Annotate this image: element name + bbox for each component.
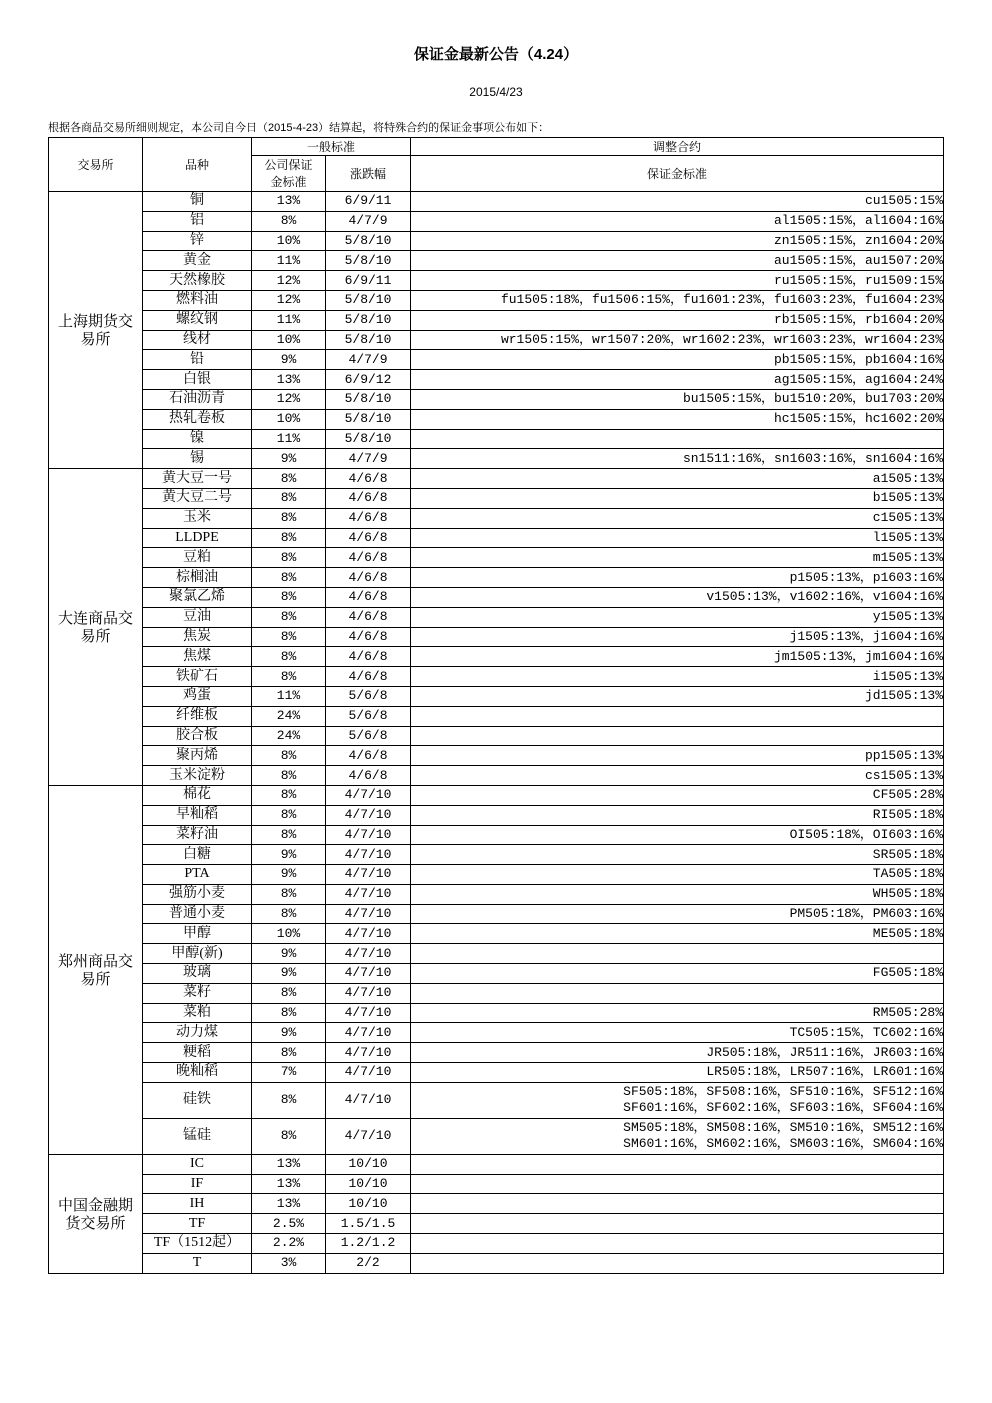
price-limit-cell: 4/7/10 xyxy=(326,1043,411,1063)
product-cell: 豆油 xyxy=(143,607,252,627)
adjusted-margin-cell: v1505:13%，v1602:16%，v1604:16% xyxy=(411,587,944,607)
table-row xyxy=(49,587,944,607)
margin-table xyxy=(48,137,944,1274)
product-cell: 白银 xyxy=(143,370,252,390)
product-cell: 聚丙烯 xyxy=(143,746,252,766)
product-cell: 焦煤 xyxy=(143,647,252,667)
header-exchange: 交易所 xyxy=(49,138,143,192)
table-row xyxy=(49,766,944,786)
table-row xyxy=(49,528,944,548)
table-row xyxy=(49,568,944,588)
product-cell: 黄大豆一号 xyxy=(143,469,252,489)
price-limit-cell: 4/7/10 xyxy=(326,964,411,984)
table-row xyxy=(49,469,944,489)
table-row xyxy=(49,1174,944,1194)
table-row xyxy=(49,944,944,964)
adjusted-margin-cell: TA505:18% xyxy=(411,865,944,885)
company-margin-cell: 8% xyxy=(252,667,326,687)
exchange-name-cell xyxy=(49,192,143,469)
company-margin-cell: 8% xyxy=(252,508,326,528)
adjusted-margin-cell: pb1505:15%，pb1604:16% xyxy=(411,350,944,370)
table-row xyxy=(49,865,944,885)
company-margin-cell: 11% xyxy=(252,686,326,706)
adjusted-margin-cell xyxy=(411,1174,944,1194)
company-margin-cell: 8% xyxy=(252,568,326,588)
table-row xyxy=(49,271,944,291)
table-row xyxy=(49,964,944,984)
adjusted-margin-cell: FG505:18% xyxy=(411,964,944,984)
table-row xyxy=(49,904,944,924)
price-limit-cell: 4/7/10 xyxy=(326,845,411,865)
company-margin-cell: 9% xyxy=(252,350,326,370)
price-limit-cell: 4/6/8 xyxy=(326,469,411,489)
adjusted-margin-cell: WH505:18% xyxy=(411,884,944,904)
company-margin-cell: 7% xyxy=(252,1063,326,1083)
price-limit-cell: 2/2 xyxy=(326,1253,411,1273)
header-margin-standard: 保证金标准 xyxy=(411,156,944,192)
price-limit-cell: 4/6/8 xyxy=(326,627,411,647)
price-limit-cell: 4/7/10 xyxy=(326,884,411,904)
header-adjusted-contracts: 调整合约 xyxy=(411,138,944,156)
announcement-date: 2015/4/23 xyxy=(469,85,523,99)
product-cell: 鸡蛋 xyxy=(143,686,252,706)
adjusted-margin-cell: pp1505:13% xyxy=(411,746,944,766)
adjusted-margin-cell: fu1505:18%，fu1506:15%，fu1601:23%，fu1603:23%，fu1604:23% xyxy=(411,290,944,310)
product-cell: 铅 xyxy=(143,350,252,370)
product-cell: IC xyxy=(143,1154,252,1174)
company-margin-cell: 11% xyxy=(252,429,326,449)
product-cell: 硅铁 xyxy=(143,1082,252,1118)
exchange-name: 上海期货交易所 xyxy=(57,312,133,349)
product-cell: 黄金 xyxy=(143,251,252,271)
product-cell: LLDPE xyxy=(143,528,252,548)
product-cell: 普通小麦 xyxy=(143,904,252,924)
company-margin-cell: 24% xyxy=(252,706,326,726)
adjusted-margin-cell: i1505:13% xyxy=(411,667,944,687)
company-margin-cell: 8% xyxy=(252,904,326,924)
exchange-name-cell xyxy=(49,785,143,1154)
table-row xyxy=(49,370,944,390)
table-row xyxy=(49,389,944,409)
table-row xyxy=(49,884,944,904)
price-limit-cell: 5/8/10 xyxy=(326,409,411,429)
product-cell: 锌 xyxy=(143,231,252,251)
company-margin-cell: 9% xyxy=(252,845,326,865)
adjusted-margin-cell: sn1511:16%，sn1603:16%，sn1604:16% xyxy=(411,449,944,469)
company-margin-cell: 8% xyxy=(252,647,326,667)
company-margin-cell: 13% xyxy=(252,1194,326,1214)
table-row xyxy=(49,409,944,429)
product-cell: 玉米 xyxy=(143,508,252,528)
product-cell: 黄大豆二号 xyxy=(143,488,252,508)
product-cell: 螺纹钢 xyxy=(143,310,252,330)
company-margin-cell: 9% xyxy=(252,964,326,984)
product-cell: 白糖 xyxy=(143,845,252,865)
price-limit-cell: 5/8/10 xyxy=(326,389,411,409)
table-row xyxy=(49,1043,944,1063)
adjusted-margin-cell: l1505:13% xyxy=(411,528,944,548)
company-margin-cell: 9% xyxy=(252,449,326,469)
adjusted-margin-cell: RM505:28% xyxy=(411,1003,944,1023)
adjusted-margin-cell: SR505:18% xyxy=(411,845,944,865)
price-limit-cell: 10/10 xyxy=(326,1154,411,1174)
table-row xyxy=(49,310,944,330)
adjusted-margin-cell xyxy=(411,1234,944,1254)
table-row xyxy=(49,983,944,1003)
company-margin-cell: 10% xyxy=(252,924,326,944)
exchange-name: 中国金融期货交易所 xyxy=(57,1195,133,1232)
adjusted-margin-cell xyxy=(411,1154,944,1174)
table-header xyxy=(49,138,944,192)
product-cell: 菜粕 xyxy=(143,1003,252,1023)
company-margin-cell: 8% xyxy=(252,528,326,548)
product-cell: 锡 xyxy=(143,449,252,469)
adjusted-margin-cell: cs1505:13% xyxy=(411,766,944,786)
price-limit-cell: 4/7/10 xyxy=(326,1063,411,1083)
product-cell: 热轧卷板 xyxy=(143,409,252,429)
company-margin-cell: 13% xyxy=(252,370,326,390)
product-cell: 早籼稻 xyxy=(143,805,252,825)
company-margin-cell: 12% xyxy=(252,271,326,291)
table-row xyxy=(49,726,944,746)
company-margin-cell: 8% xyxy=(252,1118,326,1154)
company-margin-cell: 8% xyxy=(252,607,326,627)
company-margin-cell: 11% xyxy=(252,251,326,271)
company-margin-cell: 10% xyxy=(252,231,326,251)
product-cell: 锰硅 xyxy=(143,1118,252,1154)
price-limit-cell: 4/6/8 xyxy=(326,607,411,627)
adjusted-margin-cell: rb1505:15%，rb1604:20% xyxy=(411,310,944,330)
price-limit-cell: 4/6/8 xyxy=(326,766,411,786)
table-row xyxy=(49,251,944,271)
product-cell: 菜籽油 xyxy=(143,825,252,845)
product-cell: 线材 xyxy=(143,330,252,350)
adjusted-margin-cell xyxy=(411,944,944,964)
price-limit-cell: 4/6/8 xyxy=(326,508,411,528)
product-cell: 玉米淀粉 xyxy=(143,766,252,786)
product-cell: 石油沥青 xyxy=(143,389,252,409)
company-margin-cell: 8% xyxy=(252,805,326,825)
adjusted-margin-cell: c1505:13% xyxy=(411,508,944,528)
table-row xyxy=(49,231,944,251)
product-cell: TF（1512起） xyxy=(143,1234,252,1254)
price-limit-cell: 4/6/8 xyxy=(326,667,411,687)
product-cell: 动力煤 xyxy=(143,1023,252,1043)
table-row xyxy=(49,785,944,805)
header-price-limit: 涨跌幅 xyxy=(326,156,411,192)
price-limit-cell: 5/8/10 xyxy=(326,231,411,251)
product-cell: 玻璃 xyxy=(143,964,252,984)
adjusted-margin-cell: p1505:13%，p1603:16% xyxy=(411,568,944,588)
price-limit-cell: 4/6/8 xyxy=(326,528,411,548)
product-cell: 棕榈油 xyxy=(143,568,252,588)
table-row xyxy=(49,607,944,627)
company-margin-cell: 8% xyxy=(252,1082,326,1118)
header-general-standard: 一般标准 xyxy=(252,138,411,156)
adjusted-margin-cell: ru1505:15%，ru1509:15% xyxy=(411,271,944,291)
table-row xyxy=(49,488,944,508)
product-cell: 镍 xyxy=(143,429,252,449)
company-margin-cell: 8% xyxy=(252,1003,326,1023)
company-margin-cell: 10% xyxy=(252,409,326,429)
company-margin-cell: 8% xyxy=(252,488,326,508)
exchange-name: 郑州商品交易所 xyxy=(57,951,133,988)
price-limit-cell: 4/7/10 xyxy=(326,1082,411,1118)
product-cell: 菜籽 xyxy=(143,983,252,1003)
product-cell: IH xyxy=(143,1194,252,1214)
company-margin-cell: 24% xyxy=(252,726,326,746)
price-limit-cell: 4/7/10 xyxy=(326,904,411,924)
company-margin-cell: 2.2% xyxy=(252,1234,326,1254)
table-row xyxy=(49,429,944,449)
price-limit-cell: 5/8/10 xyxy=(326,310,411,330)
table-row xyxy=(49,290,944,310)
table-body xyxy=(49,192,944,1274)
adjusted-margin-cell: bu1505:15%，bu1510:20%，bu1703:20% xyxy=(411,389,944,409)
table-row xyxy=(49,1214,944,1234)
price-limit-cell: 5/8/10 xyxy=(326,251,411,271)
adjusted-margin-cell: OI505:18%，OI603:16% xyxy=(411,825,944,845)
header-company-margin xyxy=(252,156,326,192)
product-cell: IF xyxy=(143,1174,252,1194)
company-margin-cell: 11% xyxy=(252,310,326,330)
price-limit-cell: 4/6/8 xyxy=(326,568,411,588)
company-margin-cell: 12% xyxy=(252,290,326,310)
table-row xyxy=(49,1023,944,1043)
header-product: 品种 xyxy=(143,138,252,192)
product-cell: 铜 xyxy=(143,192,252,212)
company-margin-cell: 8% xyxy=(252,766,326,786)
product-cell: T xyxy=(143,1253,252,1273)
price-limit-cell: 10/10 xyxy=(326,1174,411,1194)
adjusted-margin-cell: m1505:13% xyxy=(411,548,944,568)
price-limit-cell: 4/7/10 xyxy=(326,1118,411,1154)
adjusted-margin-cell: cu1505:15% xyxy=(411,192,944,212)
table-row xyxy=(49,924,944,944)
company-margin-cell: 8% xyxy=(252,825,326,845)
company-margin-cell: 13% xyxy=(252,1154,326,1174)
adjusted-margin-cell: RI505:18% xyxy=(411,805,944,825)
company-margin-cell: 8% xyxy=(252,1043,326,1063)
adjusted-margin-cell: CF505:28% xyxy=(411,785,944,805)
price-limit-cell: 4/6/8 xyxy=(326,746,411,766)
table-row xyxy=(49,706,944,726)
product-cell: 纤维板 xyxy=(143,706,252,726)
price-limit-cell: 4/7/9 xyxy=(326,211,411,231)
adjusted-margin-cell: hc1505:15%，hc1602:20% xyxy=(411,409,944,429)
adjusted-margin-cell: zn1505:15%，zn1604:20% xyxy=(411,231,944,251)
product-cell: 甲醇 xyxy=(143,924,252,944)
price-limit-cell: 5/6/8 xyxy=(326,706,411,726)
price-limit-cell: 4/6/8 xyxy=(326,548,411,568)
table-row xyxy=(49,211,944,231)
product-cell: 棉花 xyxy=(143,785,252,805)
price-limit-cell: 1.2/1.2 xyxy=(326,1234,411,1254)
header-row-top xyxy=(49,138,944,156)
company-margin-cell: 10% xyxy=(252,330,326,350)
adjusted-margin-cell xyxy=(411,1194,944,1214)
adjusted-margin-cell: al1505:15%，al1604:16% xyxy=(411,211,944,231)
price-limit-cell: 4/7/10 xyxy=(326,944,411,964)
price-limit-cell: 4/7/10 xyxy=(326,825,411,845)
company-margin-cell: 8% xyxy=(252,469,326,489)
price-limit-cell: 4/7/10 xyxy=(326,983,411,1003)
table-row xyxy=(49,647,944,667)
company-margin-cell: 8% xyxy=(252,587,326,607)
product-cell: 晚籼稻 xyxy=(143,1063,252,1083)
adjusted-margin-cell: SF505:18%，SF508:16%，SF510:16%，SF512:16% SF601:16%，SF602:16%，SF603:16%，SF604:16% xyxy=(411,1082,944,1118)
company-margin-cell: 12% xyxy=(252,389,326,409)
table-row xyxy=(49,1194,944,1214)
price-limit-cell: 4/7/9 xyxy=(326,449,411,469)
price-limit-cell: 6/9/11 xyxy=(326,192,411,212)
price-limit-cell: 4/6/8 xyxy=(326,488,411,508)
price-limit-cell: 4/7/10 xyxy=(326,1003,411,1023)
price-limit-cell: 4/6/8 xyxy=(326,587,411,607)
table-row xyxy=(49,805,944,825)
adjusted-margin-cell: au1505:15%，au1507:20% xyxy=(411,251,944,271)
table-row xyxy=(49,330,944,350)
adjusted-margin-cell xyxy=(411,1253,944,1273)
company-margin-cell: 9% xyxy=(252,1023,326,1043)
exchange-name-cell xyxy=(49,1154,143,1273)
adjusted-margin-cell: a1505:13% xyxy=(411,469,944,489)
table-row xyxy=(49,1082,944,1118)
table-row xyxy=(49,1234,944,1254)
adjusted-margin-cell: PM505:18%，PM603:16% xyxy=(411,904,944,924)
price-limit-cell: 4/7/10 xyxy=(326,805,411,825)
product-cell: 胶合板 xyxy=(143,726,252,746)
company-margin-cell: 8% xyxy=(252,884,326,904)
company-margin-cell: 13% xyxy=(252,1174,326,1194)
company-margin-cell: 8% xyxy=(252,746,326,766)
adjusted-margin-cell: ag1505:15%，ag1604:24% xyxy=(411,370,944,390)
adjusted-margin-cell: j1505:13%，j1604:16% xyxy=(411,627,944,647)
price-limit-cell: 5/8/10 xyxy=(326,330,411,350)
adjusted-margin-cell: SM505:18%，SM508:16%，SM510:16%，SM512:16% SM601:16%，SM602:16%，SM603:16%，SM604:16% xyxy=(411,1118,944,1154)
company-margin-cell: 8% xyxy=(252,548,326,568)
adjusted-margin-cell: jm1505:13%，jm1604:16% xyxy=(411,647,944,667)
product-cell: 铝 xyxy=(143,211,252,231)
price-limit-cell: 6/9/12 xyxy=(326,370,411,390)
price-limit-cell: 4/6/8 xyxy=(326,647,411,667)
price-limit-cell: 5/6/8 xyxy=(326,726,411,746)
table-row xyxy=(49,192,944,212)
product-cell: PTA xyxy=(143,865,252,885)
adjusted-margin-cell xyxy=(411,706,944,726)
exchange-name: 大连商品交易所 xyxy=(57,609,133,646)
table-row xyxy=(49,1063,944,1083)
table-row xyxy=(49,1253,944,1273)
product-cell: 铁矿石 xyxy=(143,667,252,687)
product-cell: 聚氯乙烯 xyxy=(143,587,252,607)
price-limit-cell: 10/10 xyxy=(326,1194,411,1214)
adjusted-margin-cell: LR505:18%，LR507:16%，LR601:16% xyxy=(411,1063,944,1083)
table-row xyxy=(49,508,944,528)
company-margin-cell: 2.5% xyxy=(252,1214,326,1234)
adjusted-margin-cell xyxy=(411,983,944,1003)
product-cell: 强筋小麦 xyxy=(143,884,252,904)
product-cell: 粳稻 xyxy=(143,1043,252,1063)
price-limit-cell: 4/7/10 xyxy=(326,924,411,944)
adjusted-margin-cell: jd1505:13% xyxy=(411,686,944,706)
price-limit-cell: 4/7/10 xyxy=(326,1023,411,1043)
table-row xyxy=(49,686,944,706)
table-row xyxy=(49,548,944,568)
price-limit-cell: 6/9/11 xyxy=(326,271,411,291)
adjusted-margin-cell: b1505:13% xyxy=(411,488,944,508)
company-margin-cell: 9% xyxy=(252,944,326,964)
table-row xyxy=(49,746,944,766)
exchange-name-cell xyxy=(49,469,143,786)
table-row xyxy=(49,627,944,647)
adjusted-margin-cell: JR505:18%，JR511:16%，JR603:16% xyxy=(411,1043,944,1063)
product-cell: 豆粕 xyxy=(143,548,252,568)
intro-text: 根据各商品交易所细则规定，本公司自今日（2015-4-23）结算起，将特殊合约的保证金事项公布如下： xyxy=(48,122,550,134)
table-row xyxy=(49,667,944,687)
adjusted-margin-cell: TC505:15%，TC602:16% xyxy=(411,1023,944,1043)
company-margin-cell: 3% xyxy=(252,1253,326,1273)
adjusted-margin-cell xyxy=(411,1214,944,1234)
product-cell: TF xyxy=(143,1214,252,1234)
table-row xyxy=(49,845,944,865)
table-row xyxy=(49,449,944,469)
company-margin-cell: 13% xyxy=(252,192,326,212)
table-row xyxy=(49,350,944,370)
company-margin-cell: 8% xyxy=(252,211,326,231)
product-cell: 焦炭 xyxy=(143,627,252,647)
price-limit-cell: 5/8/10 xyxy=(326,429,411,449)
price-limit-cell: 5/6/8 xyxy=(326,686,411,706)
product-cell: 燃料油 xyxy=(143,290,252,310)
adjusted-margin-cell xyxy=(411,726,944,746)
product-cell: 天然橡胶 xyxy=(143,271,252,291)
company-margin-cell: 9% xyxy=(252,865,326,885)
table-row xyxy=(49,1003,944,1023)
price-limit-cell: 4/7/10 xyxy=(326,865,411,885)
adjusted-margin-cell: wr1505:15%，wr1507:20%，wr1602:23%，wr1603:23%，wr1604:23% xyxy=(411,330,944,350)
price-limit-cell: 4/7/9 xyxy=(326,350,411,370)
price-limit-cell: 4/7/10 xyxy=(326,785,411,805)
adjusted-margin-cell xyxy=(411,429,944,449)
product-cell: 甲醇(新) xyxy=(143,944,252,964)
table-row xyxy=(49,1118,944,1154)
table-row xyxy=(49,1154,944,1174)
price-limit-cell: 1.5/1.5 xyxy=(326,1214,411,1234)
company-margin-cell: 8% xyxy=(252,627,326,647)
company-margin-cell: 8% xyxy=(252,785,326,805)
table-row xyxy=(49,825,944,845)
price-limit-cell: 5/8/10 xyxy=(326,290,411,310)
company-margin-cell: 8% xyxy=(252,983,326,1003)
adjusted-margin-cell: ME505:18% xyxy=(411,924,944,944)
page-title: 保证金最新公告（4.24） xyxy=(413,46,579,63)
header-company-margin-label: 公司保证金标准 xyxy=(264,157,313,189)
adjusted-margin-cell: y1505:13% xyxy=(411,607,944,627)
